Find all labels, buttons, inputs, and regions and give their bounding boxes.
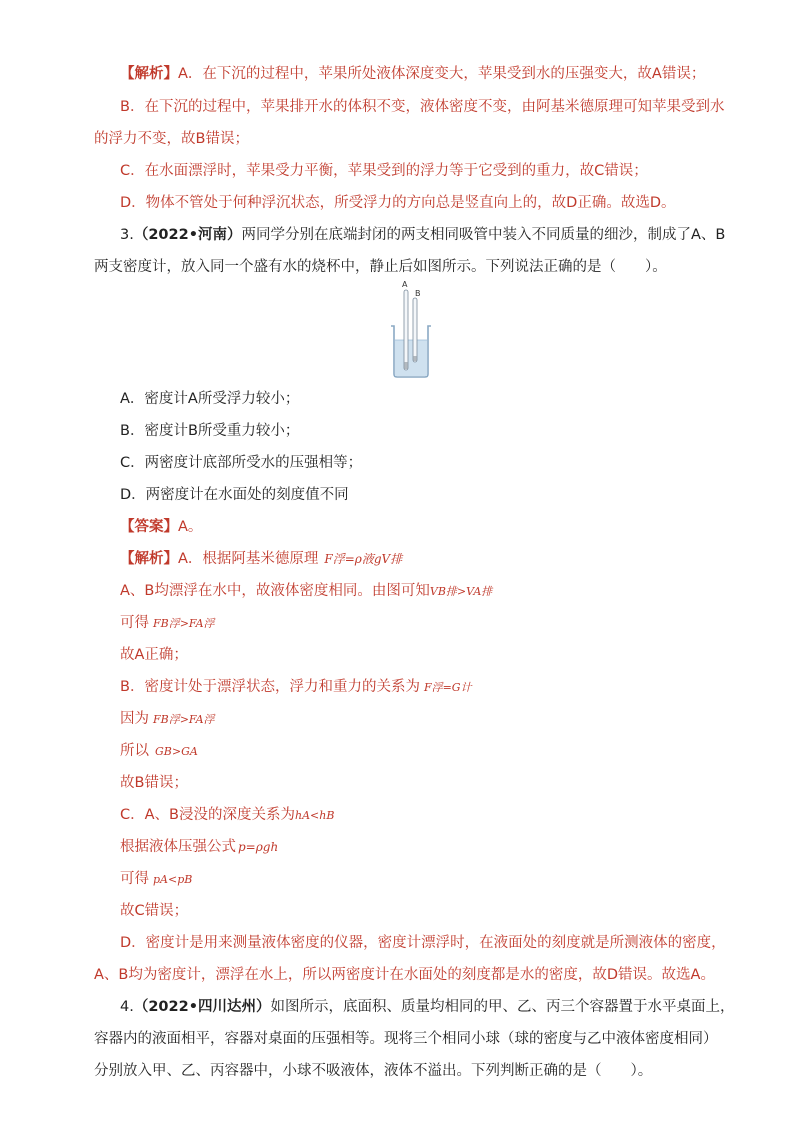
analysis-line: B．在下沉的过程中，苹果排开水的体积不变，液体密度不变，由阿基米德原理可知苹果受到水 — [120, 99, 725, 115]
analysis-text: A．在下沉的过程中，苹果所处液体深度变大，苹果受到水的压强变大，故A错误； — [178, 66, 706, 82]
question-text: 两同学分别在底端封闭的两支相同吸管中装入不同质量的细沙，制成了A、B — [241, 227, 726, 243]
analysis-line — [120, 64, 705, 84]
analysis-line: 故A正确； — [120, 647, 188, 663]
formula: p=ρgh — [238, 840, 279, 854]
analysis-line: 故B错误； — [120, 775, 188, 791]
question-number: 3. — [120, 227, 134, 243]
analysis-tag: 【解析】 — [120, 551, 178, 567]
question-4-line — [120, 997, 734, 1017]
option-b: B．密度计B所受重力较小； — [120, 423, 300, 439]
formula: F浮=G计 — [423, 681, 472, 694]
option-a: A．密度计A所受浮力较小； — [120, 391, 300, 407]
question-number: 4. — [120, 999, 134, 1015]
label-b: B — [415, 289, 421, 298]
analysis-text: 可得 — [120, 615, 149, 631]
beaker-figure — [380, 278, 440, 380]
label-a: A — [402, 280, 408, 289]
question-3-line — [120, 225, 725, 245]
analysis-line: A、B均为密度计，漂浮在水上，所以两密度计在水面处的刻度都是水的密度，故D错误。故选A。 — [94, 967, 715, 983]
analysis-line: D．密度计是用来测量液体密度的仪器，密度计漂浮时，在液面处的刻度就是所测液体的密度， — [120, 935, 726, 951]
question-source: （2022•四川达州） — [133, 999, 271, 1015]
analysis-text: 根据液体压强公式 — [120, 839, 236, 855]
analysis-line: D．物体不管处于何种浮沉状态，所受浮力的方向总是竖直向上的，故D正确。故选D。 — [120, 195, 676, 211]
formula: FB浮>FA浮 — [153, 713, 215, 726]
beaker-drawing — [380, 278, 440, 380]
formula: FB浮>FA浮 — [153, 617, 215, 630]
answer-value: A。 — [178, 519, 203, 535]
analysis-tag: 【解析】 — [120, 66, 178, 82]
analysis-line — [120, 581, 492, 602]
analysis-line — [120, 837, 278, 857]
analysis-text: A．根据阿基米德原理 — [178, 551, 319, 567]
formula: pA<pB — [153, 873, 193, 886]
analysis-line: C．在水面漂浮时，苹果受力平衡，苹果受到的浮力等于它受到的重力，故C错误； — [120, 163, 648, 179]
formula: F浮=ρ液gV排 — [324, 552, 403, 566]
question-3-line: 两支密度计，放入同一个盛有水的烧杯中，静止后如图所示。下列说法正确的是（ ）。 — [94, 259, 667, 275]
formula: GB>GA — [155, 745, 198, 758]
analysis-line — [120, 549, 402, 569]
option-c: C．两密度计底部所受水的压强相等； — [120, 455, 363, 471]
answer-tag: 【答案】 — [120, 519, 178, 535]
analysis-text: B．密度计处于漂浮状态，浮力和重力的关系为 — [120, 679, 420, 695]
analysis-text: 可得 — [120, 871, 149, 887]
analysis-line — [120, 677, 472, 698]
analysis-line — [120, 709, 215, 730]
analysis-text: 因为 — [120, 711, 149, 727]
formula: VB排>VA排 — [429, 585, 493, 598]
formula: hA<hB — [295, 809, 335, 822]
analysis-line — [120, 805, 334, 826]
question-source: （2022•河南） — [133, 227, 242, 243]
analysis-text: A、B均漂浮在水中，故液体密度相同。由图可知 — [120, 583, 430, 599]
option-d: D．两密度计在水面处的刻度值不同 — [120, 487, 349, 503]
question-4-line: 分别放入甲、乙、丙容器中，小球不吸液体，液体不溢出。下列判断正确的是（ ）。 — [94, 1063, 653, 1079]
analysis-line — [120, 869, 192, 890]
question-text: 如图所示，底面积、质量均相同的甲、乙、丙三个容器置于水平桌面上， — [270, 999, 735, 1015]
answer-line — [120, 517, 202, 537]
analysis-line: 的浮力不变，故B错误； — [94, 131, 249, 147]
analysis-line: 故C错误； — [120, 903, 189, 919]
analysis-text: 所以 — [120, 743, 149, 759]
analysis-line — [120, 613, 215, 634]
question-4-line: 容器内的液面相平，容器对桌面的压强相等。现将三个相同小球（球的密度与乙中液体密度相同） — [94, 1031, 718, 1047]
analysis-line — [120, 741, 198, 762]
analysis-text: C．A、B浸没的深度关系为 — [120, 807, 295, 823]
